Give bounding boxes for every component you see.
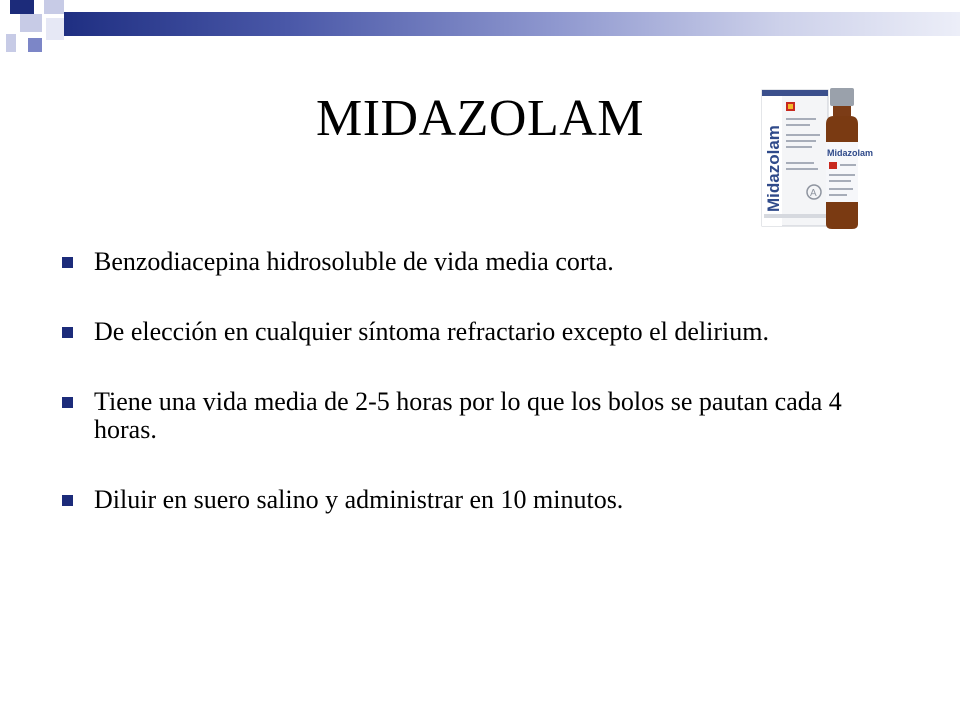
bullet-item xyxy=(58,388,878,444)
bullet-item xyxy=(58,248,878,276)
square-bullet-icon xyxy=(62,257,73,268)
square-bullet-icon xyxy=(62,397,73,408)
bullet-item xyxy=(58,318,878,346)
midazolam-product-image xyxy=(752,84,884,232)
slide-title: MIDAZOLAM xyxy=(315,90,645,147)
bullet-text: Diluir en suero salino y administrar en 10 minutos. xyxy=(94,485,624,514)
square-bullet-icon xyxy=(62,495,73,506)
medicine-box xyxy=(762,90,828,226)
decor-square xyxy=(46,18,64,40)
decor-square xyxy=(28,38,42,52)
vial-brand-text: Midazolam xyxy=(827,148,874,158)
bullet-text: De elección en cualquier síntoma refractario excepto el delirium. xyxy=(94,317,769,346)
decor-square xyxy=(6,34,16,52)
bullet-text: Tiene una vida media de 2-5 horas por lo que los bolos se pautan cada 4 horas. xyxy=(94,387,842,444)
bullet-list xyxy=(58,248,878,556)
header-band xyxy=(64,12,960,36)
box-brand-text: Midazolam xyxy=(764,125,783,212)
bullet-text: Benzodiacepina hidrosoluble de vida media corta. xyxy=(94,247,614,276)
square-bullet-icon xyxy=(62,327,73,338)
bullet-item xyxy=(58,486,878,514)
decor-square xyxy=(44,0,64,14)
decor-square xyxy=(10,0,34,14)
box-logo-letter: A xyxy=(810,188,817,199)
decor-square xyxy=(20,14,42,32)
medicine-vial xyxy=(826,88,873,229)
